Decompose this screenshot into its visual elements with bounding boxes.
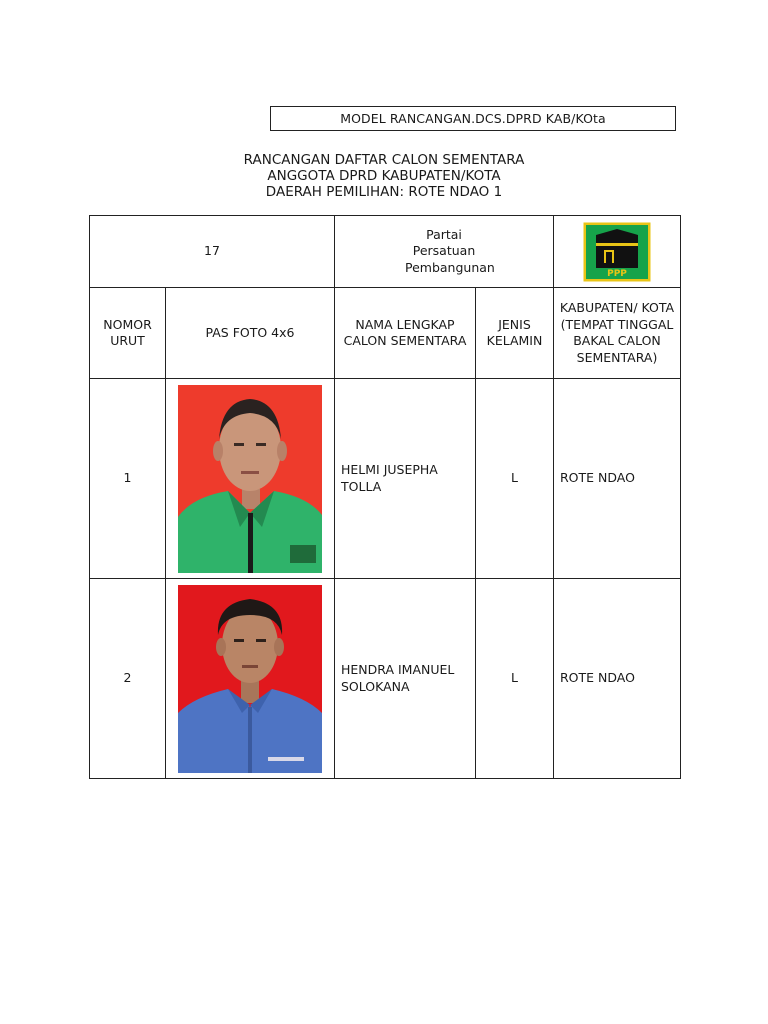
row-jenis-kelamin: L xyxy=(476,579,554,779)
title-line-2: ANGGOTA DPRD KABUPATEN/KOTA xyxy=(267,168,501,184)
row-kabupaten: ROTE NDAO xyxy=(554,379,681,579)
party-name: Partai Persatuan Pembangunan xyxy=(335,216,554,288)
table-row xyxy=(90,579,681,779)
title-line-3: DAERAH PEMILIHAN: ROTE NDAO 1 xyxy=(265,184,503,200)
ppp-logo xyxy=(583,222,651,282)
model-label xyxy=(270,106,676,131)
table-row xyxy=(90,379,681,579)
header-jenis-kelamin: JENIS KELAMIN xyxy=(476,288,554,379)
party-logo-cell xyxy=(554,216,681,288)
candidate-photo xyxy=(178,385,322,573)
header-kabupaten: KABUPATEN/ KOTA (TEMPAT TINGGAL BAKAL CALON SEMENTARA) xyxy=(554,288,681,379)
row-nama: HELMI JUSEPHA TOLLA xyxy=(335,379,476,579)
candidate-table xyxy=(89,215,681,779)
header-pas-foto: PAS FOTO 4x6 xyxy=(166,288,335,379)
row-nama: HENDRA IMANUEL SOLOKANA xyxy=(335,579,476,779)
row-nomor: 1 xyxy=(90,379,166,579)
document-title xyxy=(0,152,768,200)
model-label-text: MODEL RANCANGAN.DCS.DPRD KAB/KOta xyxy=(340,111,606,126)
party-header-row xyxy=(90,216,681,288)
candidate-photo xyxy=(178,585,322,773)
row-jenis-kelamin: L xyxy=(476,379,554,579)
ppp-logo-text: PPP xyxy=(607,268,627,279)
row-photo-cell xyxy=(166,579,335,779)
row-photo-cell xyxy=(166,379,335,579)
row-nomor: 2 xyxy=(90,579,166,779)
column-header-row xyxy=(90,288,681,379)
header-nama: NAMA LENGKAP CALON SEMENTARA xyxy=(335,288,476,379)
row-kabupaten: ROTE NDAO xyxy=(554,579,681,779)
header-nomor-urut: NOMOR URUT xyxy=(90,288,166,379)
title-line-1: RANCANGAN DAFTAR CALON SEMENTARA xyxy=(243,152,525,168)
party-number: 17 xyxy=(90,216,335,288)
